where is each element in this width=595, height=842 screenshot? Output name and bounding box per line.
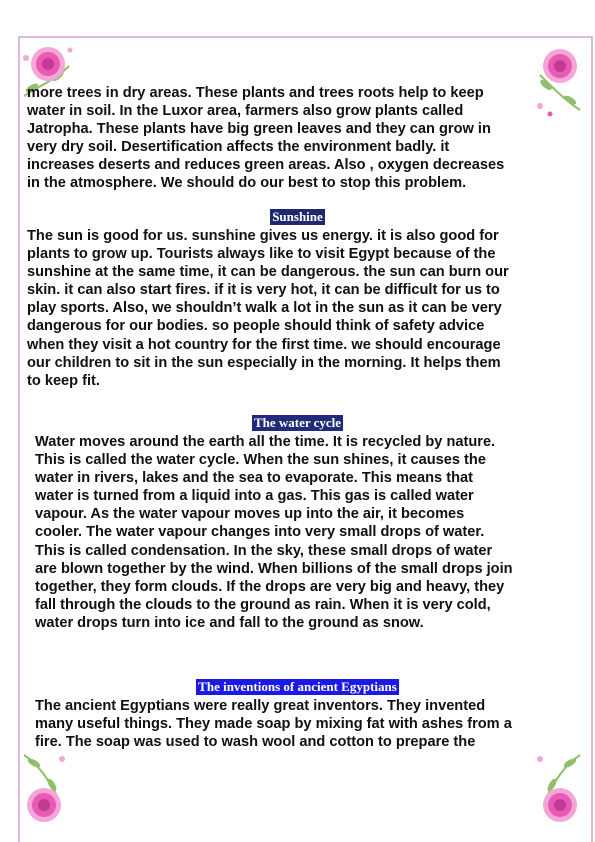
section-heading-text: The inventions of ancient Egyptians: [198, 679, 397, 694]
section-heading-water-cycle: [0, 415, 595, 431]
section-body-sunshine: [27, 227, 572, 390]
section-heading-text: The water cycle: [253, 415, 342, 430]
intro-paragraph: more trees in dry areas. These plants and trees roots help to keep water in soil. In the Luxor area, farmers also grow plants called Jatropha. These plants have big green leaves and they can grow in very dry soil. Desertification affects the environment badly. it increases deserts and reduces green areas. Also , oxygen decreases in the atmosphere. We should do our best to stop this problem.: [27, 85, 505, 192]
section-body-water-cycle: [35, 433, 575, 632]
section-paragraph: Water moves around the earth all the time. It is recycled by nature. This is called the water cycle. When the sun shines, it causes the water in rivers, lakes and the sea to evaporate. This means that water is turned from a liquid into a gas. This gas is called water vapour. As the water vapour moves up into the air, it becomes cooler. The water vapour changes into very small drops of water. This is called condensation. In the sky, these small drops of water are blown together by the wind. When billions of the small drops join together, they form clouds. If the drops are very big and heavy, they fall through the clouds to the ground as rain. When it is very cold, water drops turn into ice and fall to the ground as snow.: [35, 434, 513, 631]
section-heading-text: Sunshine: [272, 209, 323, 224]
section-paragraph: The sun is good for us. sunshine gives us energy. it is also good for plants to grow up. Tourists always like to visit Egypt because of the sunshine at the same time, it can be dangerous. the sun can burn our skin. it can also start fires. if it is very hot, it can be difficult for us to play sports. Also, we shouldn’t walk a lot in the sun as it can be very dangerous for our bodies. so people should think of safety advice when they visit a hot country for the first time. we should encourage our children to sit in the sun especially in the morning. It helps them to keep fit.: [27, 228, 509, 389]
section-heading-inventions: [0, 679, 595, 695]
section-paragraph: The ancient Egyptians were really great inventors. They invented many useful things. They made soap by mixing fat with ashes from a fire. The soap was used to wash wool and cotton to prepare the: [35, 698, 512, 751]
section-body-inventions: [35, 697, 575, 751]
section-heading-sunshine: [0, 209, 595, 225]
intro-paragraph-block: [27, 84, 567, 193]
rose-flower-icon: [520, 745, 590, 825]
rose-flower-icon: [14, 745, 84, 825]
